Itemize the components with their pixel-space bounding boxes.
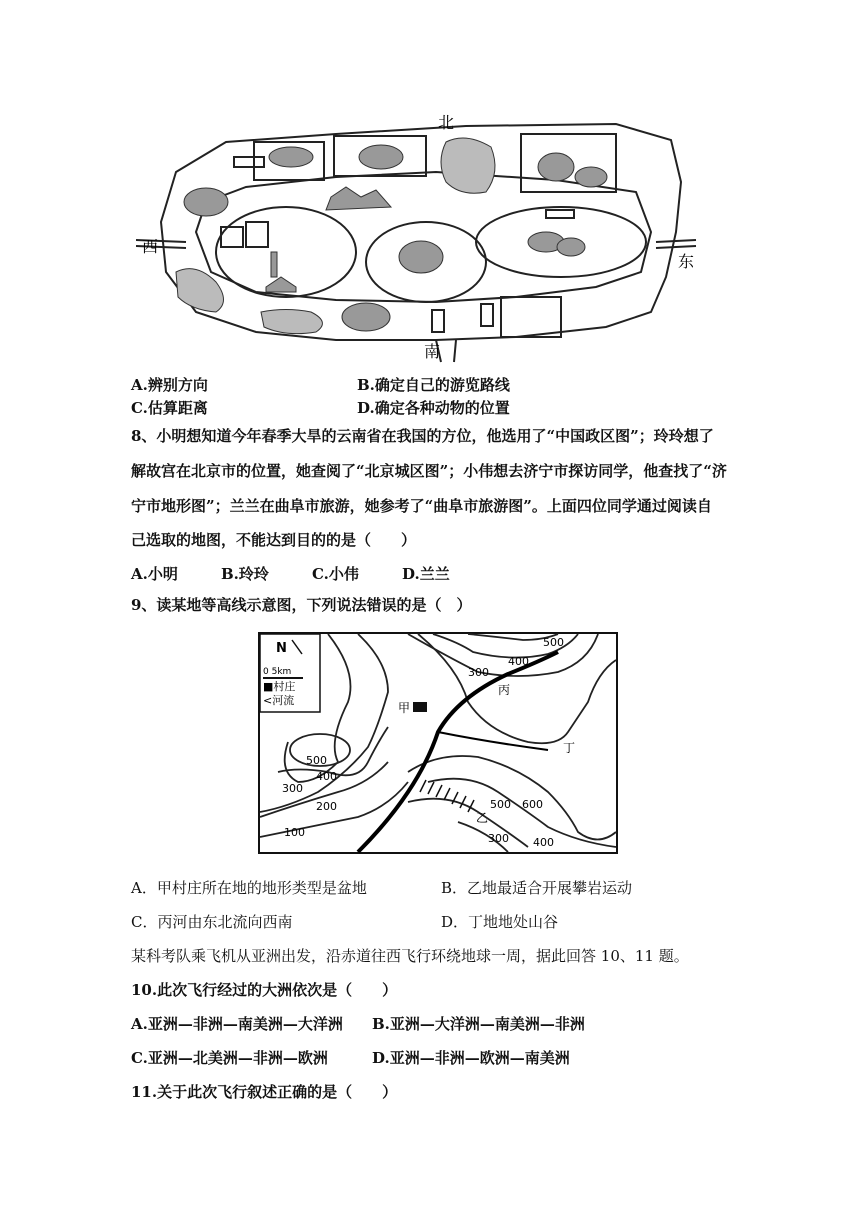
contour-label: 200 [316, 800, 337, 813]
q9-option-b: B．乙地最适合开展攀岩运动 [441, 879, 633, 897]
q8-option-c: C.小伟 [312, 565, 359, 583]
q8-stem-line: 宁市地形图”；兰兰在曲阜市旅游，她参考了“曲阜市旅游图”。上面四位同学通过阅读自 [131, 497, 712, 515]
place-bing-label: 丙 [498, 683, 511, 697]
contour-label: 300 [282, 782, 303, 795]
legend-village: ■村庄 [263, 680, 296, 693]
contour-label: 100 [284, 826, 305, 839]
q10-option-d: D.亚洲—非洲—欧洲—南美洲 [372, 1049, 570, 1067]
zoo-map [136, 112, 711, 367]
south-label: 南 [423, 342, 441, 361]
q10-stem: 10.此次飞行经过的大洲依次是（ ） [131, 981, 398, 999]
q7-option-b: B.确定自己的游览路线 [357, 376, 510, 394]
q8-stem-line: 己选取的地图，不能达到目的的是（ ） [131, 531, 417, 549]
contour-map [258, 632, 618, 854]
village-label: 甲 [398, 701, 411, 715]
q10-11-intro: 某科考队乘飞机从亚洲出发，沿赤道往西飞行环绕地球一周，据此回答 10、11 题。 [131, 947, 689, 965]
north-arrow-label: N [276, 641, 287, 656]
contour-label: 400 [533, 836, 554, 849]
q7-option-c: C.估算距离 [131, 399, 208, 417]
legend-river: <河流 [263, 694, 295, 707]
q9-stem: 9、读某地等高线示意图，下列说法错误的是（ ） [131, 596, 472, 614]
q10-option-a: A.亚洲—非洲—南美洲—大洋洲 [131, 1015, 343, 1033]
village-marker [413, 702, 427, 712]
q11-stem: 11.关于此次飞行叙述正确的是（ ） [131, 1083, 398, 1101]
q9-option-d: D．丁地地处山谷 [441, 913, 559, 931]
contour-label: 500 [490, 798, 511, 811]
q7-option-d: D.确定各种动物的位置 [357, 399, 510, 417]
west-label: 西 [141, 237, 159, 256]
q8-option-d: D.兰兰 [402, 565, 450, 583]
place-ding-label: 丁 [563, 741, 576, 755]
q9-option-a: A．甲村庄所在地的地形类型是盆地 [131, 879, 367, 897]
contour-label: 600 [522, 798, 543, 811]
north-label: 北 [437, 113, 455, 132]
east-label: 东 [677, 252, 695, 271]
q10-option-b: B.亚洲—大洋洲—南美洲—非洲 [372, 1015, 585, 1033]
place-yi-label: 乙 [476, 811, 489, 825]
contour-label: 500 [306, 754, 327, 767]
q8-stem-line: 解故宫在北京市的位置，她查阅了“北京城区图”；小伟想去济宁市探访同学，他查找了“济 [131, 462, 727, 480]
contour-label: 400 [508, 655, 529, 668]
q10-option-c: C.亚洲—北美洲—非洲—欧洲 [131, 1049, 328, 1067]
contour-label: 300 [468, 666, 489, 679]
contour-label: 400 [316, 770, 337, 783]
q8-option-a: A.小明 [131, 565, 178, 583]
q8-stem-line: 8、小明想知道今年春季大旱的云南省在我国的方位，他选用了“中国政区图”；玲玲想了 [131, 427, 714, 445]
scale-label: 0 5km [263, 667, 292, 677]
contour-label: 300 [488, 832, 509, 845]
q9-option-c: C．丙河由东北流向西南 [131, 913, 293, 931]
contour-label: 500 [543, 636, 564, 649]
q7-option-a: A.辨别方向 [131, 376, 208, 394]
q8-option-b: B.玲玲 [221, 565, 269, 583]
